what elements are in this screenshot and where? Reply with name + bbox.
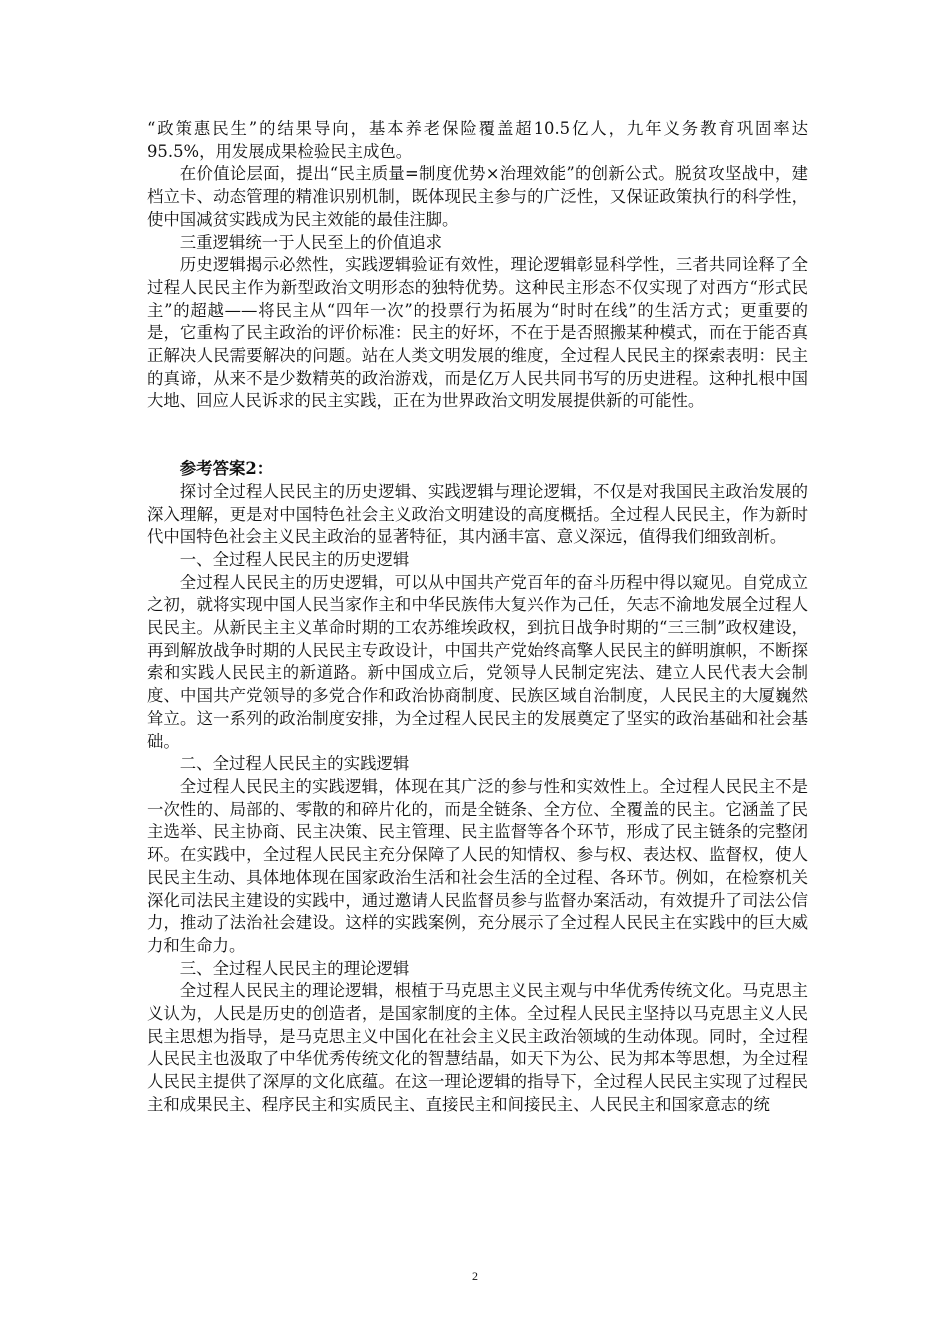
paragraph: 探讨全过程人民民主的历史逻辑、实践逻辑与理论逻辑，不仅是对我国民主政治发展的深入理解，更是对中国特色社会主义政治文明建设的高度概括。全过程人民民主，作为新时代中国特色社会主义民主政治的显著特征，其内涵丰富、意义深远，值得我们细致剖析。	[147, 481, 808, 547]
document-body	[147, 118, 808, 1117]
page-number: 2	[472, 1269, 478, 1283]
subheading: 三、全过程人民民主的理论逻辑	[179, 958, 410, 978]
paragraph: 历史逻辑揭示必然性，实践逻辑验证有效性，理论逻辑彰显科学性，三者共同诠释了全过程人民民主作为新型政治文明形态的独特优势。这种民主形态不仅实现了对西方“形式民主”的超越——将民主从“四年一次”的投票行为拓展为“时时在线”的生活方式；更重要的是，它重构了民主政治的评价标准：民主的好坏，不在于是否照搬某种模式，而在于能否真正解决人民需要解决的问题。站在人类文明发展的维度，全过程人民民主的探索表明：民主的真谛，从来不是少数精英的政治游戏，而是亿万人民共同书写的历史进程。这种扎根中国大地、回应人民诉求的民主实践，正在为世界政治文明发展提供新的可能性。	[147, 255, 808, 411]
answer-heading: 参考答案2：	[179, 459, 274, 479]
paragraph: 在价值论层面，提出“民主质量=制度优势×治理效能”的创新公式。脱贫攻坚战中，建档立卡、动态管理的精准识别机制，既体现民主参与的广泛性，又保证政策执行的科学性，使中国减贫实践成为民主效能的最佳注脚。	[147, 164, 808, 229]
subheading: 一、全过程人民民主的历史逻辑	[179, 549, 410, 569]
subheading: 三重逻辑统一于人民至上的价值追求	[179, 232, 443, 252]
paragraph: “政策惠民生”的结果导向，基本养老保险覆盖超10.5亿人，九年义务教育巩固率达95.5%，用发展成果检验民主成色。	[147, 119, 808, 161]
paragraph: 全过程人民民主的理论逻辑，根植于马克思主义民主观与中华优秀传统文化。马克思主义认为，人民是历史的创造者，是国家制度的主体。全过程人民民主坚持以马克思主义人民民主思想为指导，是马克思主义中国化在社会主义民主政治领域的生动体现。同时，全过程人民民主也汲取了中华优秀传统文化的智慧结晶，如天下为公、民为邦本等思想，为全过程人民民主提供了深厚的文化底蕴。在这一理论逻辑的指导下，全过程人民民主实现了过程民主和成果民主、程序民主和实质民主、直接民主和间接民主、人民民主和国家意志的统	[147, 981, 808, 1114]
paragraph: 全过程人民民主的实践逻辑，体现在其广泛的参与性和实效性上。全过程人民民主不是一次性的、局部的、零散的和碎片化的，而是全链条、全方位、全覆盖的民主。它涵盖了民主选举、民主协商、民主决策、民主管理、民主监督等各个环节，形成了民主链条的完整闭环。在实践中，全过程人民民主充分保障了人民的知情权、参与权、表达权、监督权，使人民民主生动、具体地体现在国家政治生活和社会生活的全过程、各环节。例如，在检察机关深化司法民主建设的实践中，通过邀请人民监督员参与监督办案活动，有效提升了司法公信力，推动了法治社会建设。这样的实践案例，充分展示了全过程人民民主在实践中的巨大威力和生命力。	[147, 776, 808, 955]
paragraph: 全过程人民民主的历史逻辑，可以从中国共产党百年的奋斗历程中得以窥见。自党成立之初，就将实现中国人民当家作主和中华民族伟大复兴作为己任，矢志不渝地发展全过程人民民主。从新民主主义革命时期的工农苏维埃政权，到抗日战争时期的“三三制”政权建设，再到解放战争时期的人民民主专政设计，中国共产党始终高擎人民民主的鲜明旗帜，不断探索和实践人民民主的新道路。新中国成立后，党领导人民制定宪法、建立人民代表大会制度、中国共产党领导的多党合作和政治协商制度、民族区域自治制度，人民民主的大厦巍然耸立。这一系列的政治制度安排，为全过程人民民主的发展奠定了坚实的政治基础和社会基础。	[147, 572, 808, 751]
subheading: 二、全过程人民民主的实践逻辑	[179, 754, 410, 774]
section-gap	[147, 413, 808, 458]
